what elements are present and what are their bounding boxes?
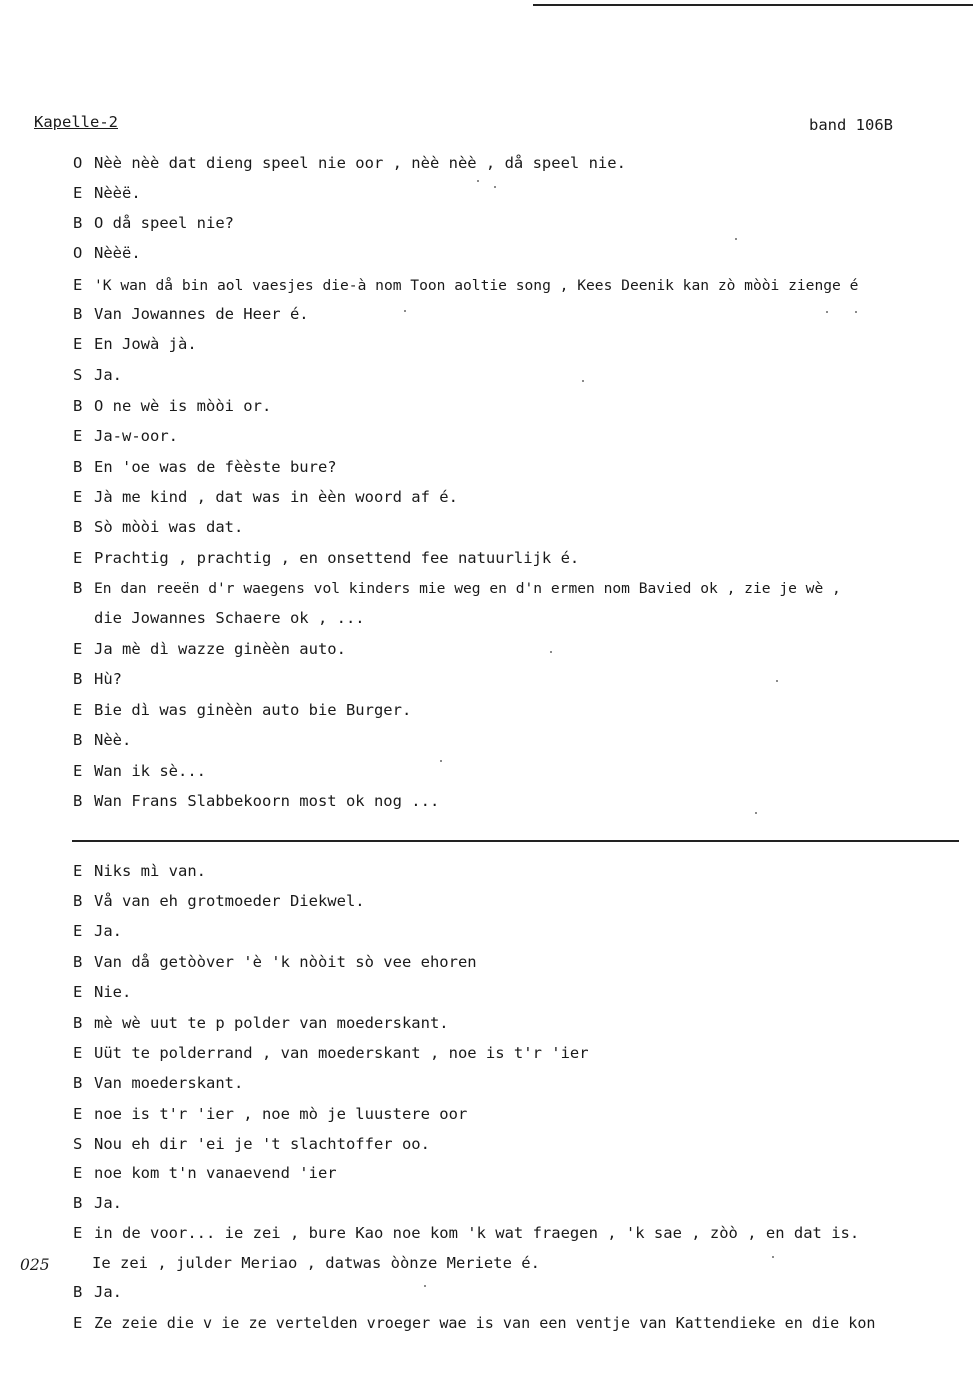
utterance: Wan ik sè...	[94, 762, 206, 780]
transcript-line	[73, 640, 346, 658]
speaker: B	[73, 892, 83, 910]
speaker: E	[73, 1314, 83, 1332]
speaker: B	[73, 731, 83, 749]
utterance: En Jowà jà.	[94, 335, 197, 353]
transcript-line	[73, 335, 197, 353]
utterance: Ja.	[94, 366, 122, 384]
utterance: Uüt te polderrand , van moederskant , noe is t'r 'ier	[94, 1044, 589, 1062]
speaker: E	[73, 983, 83, 1001]
scan-speck	[494, 186, 496, 188]
transcript-line	[73, 762, 206, 780]
speaker: E	[73, 701, 83, 719]
utterance: noe kom t'n vanaevend 'ier	[94, 1164, 337, 1182]
speaker: E	[73, 1044, 83, 1062]
section-divider	[72, 840, 959, 842]
scan-speck	[404, 310, 406, 312]
transcript-line	[73, 1135, 430, 1153]
scan-speck	[755, 812, 757, 814]
utterance: Nèèë.	[94, 184, 141, 202]
speaker: B	[73, 953, 83, 971]
transcript-line	[73, 549, 579, 567]
transcript-line	[73, 1224, 859, 1242]
transcript-line	[73, 1194, 122, 1212]
speaker: B	[73, 1074, 83, 1092]
speaker: B	[73, 518, 83, 536]
utterance: Jà me kind , dat was in èèn woord af é.	[94, 488, 458, 506]
transcript-line	[73, 670, 122, 688]
utterance: Bie dì was ginèèn auto bie Burger.	[94, 701, 412, 719]
transcript-line	[73, 427, 178, 445]
speaker: B	[73, 214, 83, 232]
utterance: Wan Frans Slabbekoorn most ok nog ...	[94, 792, 440, 810]
transcript-line	[73, 1044, 589, 1062]
utterance: Van Jowannes de Heer é.	[94, 305, 309, 323]
utterance: O då speel nie?	[94, 214, 234, 232]
transcript-line	[73, 983, 131, 1001]
scan-speck	[855, 311, 857, 313]
transcript-line	[73, 397, 271, 415]
utterance: Nou eh dir 'ei je 't slachtoffer oo.	[94, 1135, 430, 1153]
speaker: E	[73, 1105, 83, 1123]
speaker: S	[73, 1135, 83, 1153]
utterance: Van då getòòver 'è 'k nòòit sò vee ehoren	[94, 953, 477, 971]
utterance: Ja.	[94, 922, 122, 940]
speaker: O	[73, 154, 83, 172]
utterance: Ja.	[94, 1194, 122, 1212]
speaker: E	[73, 922, 83, 940]
speaker: B	[73, 1194, 83, 1212]
utterance: die Jowannes Schaere ok , ...	[94, 609, 365, 627]
utterance: Ja mè dì wazze ginèèn auto.	[94, 640, 346, 658]
speaker: B	[73, 579, 83, 597]
speaker: B	[73, 1283, 83, 1301]
utterance: Ja.	[94, 1283, 122, 1301]
transcript-line	[73, 488, 458, 506]
band-label: band 106B	[809, 116, 893, 134]
speaker: E	[73, 549, 83, 567]
transcript-line	[73, 214, 234, 232]
transcript-line	[73, 518, 243, 536]
page-title: Kapelle-2	[34, 113, 118, 131]
speaker: B	[73, 458, 83, 476]
utterance: Ja-w-oor.	[94, 427, 178, 445]
transcript-line-continued	[92, 1254, 540, 1272]
scan-speck	[477, 180, 479, 182]
transcript-line	[73, 701, 411, 719]
transcript-line	[73, 1314, 876, 1332]
utterance: O ne wè is mòòi or.	[94, 397, 272, 415]
top-rule	[533, 4, 973, 6]
utterance: noe is t'r 'ier , noe mò je luustere oor	[94, 1105, 468, 1123]
speaker: E	[73, 427, 83, 445]
transcript-line	[73, 1105, 467, 1123]
margin-counter-note: 025	[20, 1256, 50, 1274]
scan-speck	[440, 760, 442, 762]
speaker: S	[73, 366, 83, 384]
scan-speck	[424, 1285, 426, 1287]
scan-speck	[826, 311, 828, 313]
transcript-line	[73, 862, 206, 880]
utterance: Nèè.	[94, 731, 132, 749]
utterance: Nèè nèè dat dieng speel nie oor , nèè nèè , då speel nie.	[94, 154, 626, 172]
speaker: B	[73, 305, 83, 323]
transcript-line	[73, 305, 309, 323]
speaker: E	[73, 488, 83, 506]
utterance: Ie zei , julder Meriao , datwas òònze Meriete é.	[92, 1254, 540, 1272]
utterance: Hù?	[94, 670, 122, 688]
speaker: B	[73, 670, 83, 688]
utterance: Nèèë.	[94, 244, 141, 262]
utterance: Ze zeie die v ie ze vertelden vroeger wae is van een ventje van Kattendieke en die kon	[94, 1314, 876, 1332]
speaker: E	[73, 640, 83, 658]
scan-speck	[735, 238, 737, 240]
utterance: En dan reeën d'r waegens vol kinders mie weg en d'n ermen nom Bavied ok , zie je wè ,	[94, 580, 841, 597]
speaker: E	[73, 1164, 83, 1182]
transcript-line	[73, 244, 141, 262]
utterance: Vå van eh grotmoeder Diekwel.	[94, 892, 365, 910]
utterance: Prachtig , prachtig , en onsettend fee natuurlijk é.	[94, 549, 580, 567]
scan-speck	[772, 1256, 774, 1258]
utterance: En 'oe was de fèèste bure?	[94, 458, 337, 476]
scan-speck	[776, 680, 778, 682]
transcript-line	[73, 922, 122, 940]
scan-speck	[582, 380, 584, 382]
transcript-line	[73, 1074, 243, 1092]
speaker: E	[73, 1224, 83, 1242]
speaker: E	[73, 335, 83, 353]
scan-speck	[550, 651, 552, 653]
transcript-line	[73, 953, 477, 971]
utterance: in de voor... ie zei , bure Kao noe kom 'k wat fraegen , 'k sae , zòò , en dat is.	[94, 1224, 860, 1242]
transcript-line	[73, 1283, 122, 1301]
utterance: Van moederskant.	[94, 1074, 244, 1092]
transcript-line	[73, 731, 131, 749]
speaker: E	[73, 862, 83, 880]
speaker: E	[73, 762, 83, 780]
transcript-line	[73, 276, 858, 295]
transcript-line	[73, 892, 365, 910]
speaker: E	[73, 184, 83, 202]
speaker: O	[73, 244, 83, 262]
transcript-line	[73, 579, 841, 598]
transcript-line	[73, 458, 337, 476]
speaker: B	[73, 1014, 83, 1032]
transcript-line	[73, 366, 122, 384]
transcript-line	[73, 184, 141, 202]
utterance: Niks mì van.	[94, 862, 206, 880]
utterance: Sò mòòi was dat.	[94, 518, 244, 536]
speaker: B	[73, 397, 83, 415]
speaker: E	[73, 276, 83, 294]
transcript-line	[73, 1164, 337, 1182]
transcript-line	[73, 154, 626, 172]
utterance: 'K wan då bin aol vaesjes die-à nom Toon aoltie song , Kees Deenik kan zò mòòi zienge é	[94, 277, 859, 294]
utterance: Nie.	[94, 983, 132, 1001]
utterance: mè wè uut te p polder van moederskant.	[94, 1014, 449, 1032]
transcript-line-continued	[94, 609, 365, 627]
transcript-line	[73, 792, 439, 810]
speaker: B	[73, 792, 83, 810]
transcript-line	[73, 1014, 449, 1032]
